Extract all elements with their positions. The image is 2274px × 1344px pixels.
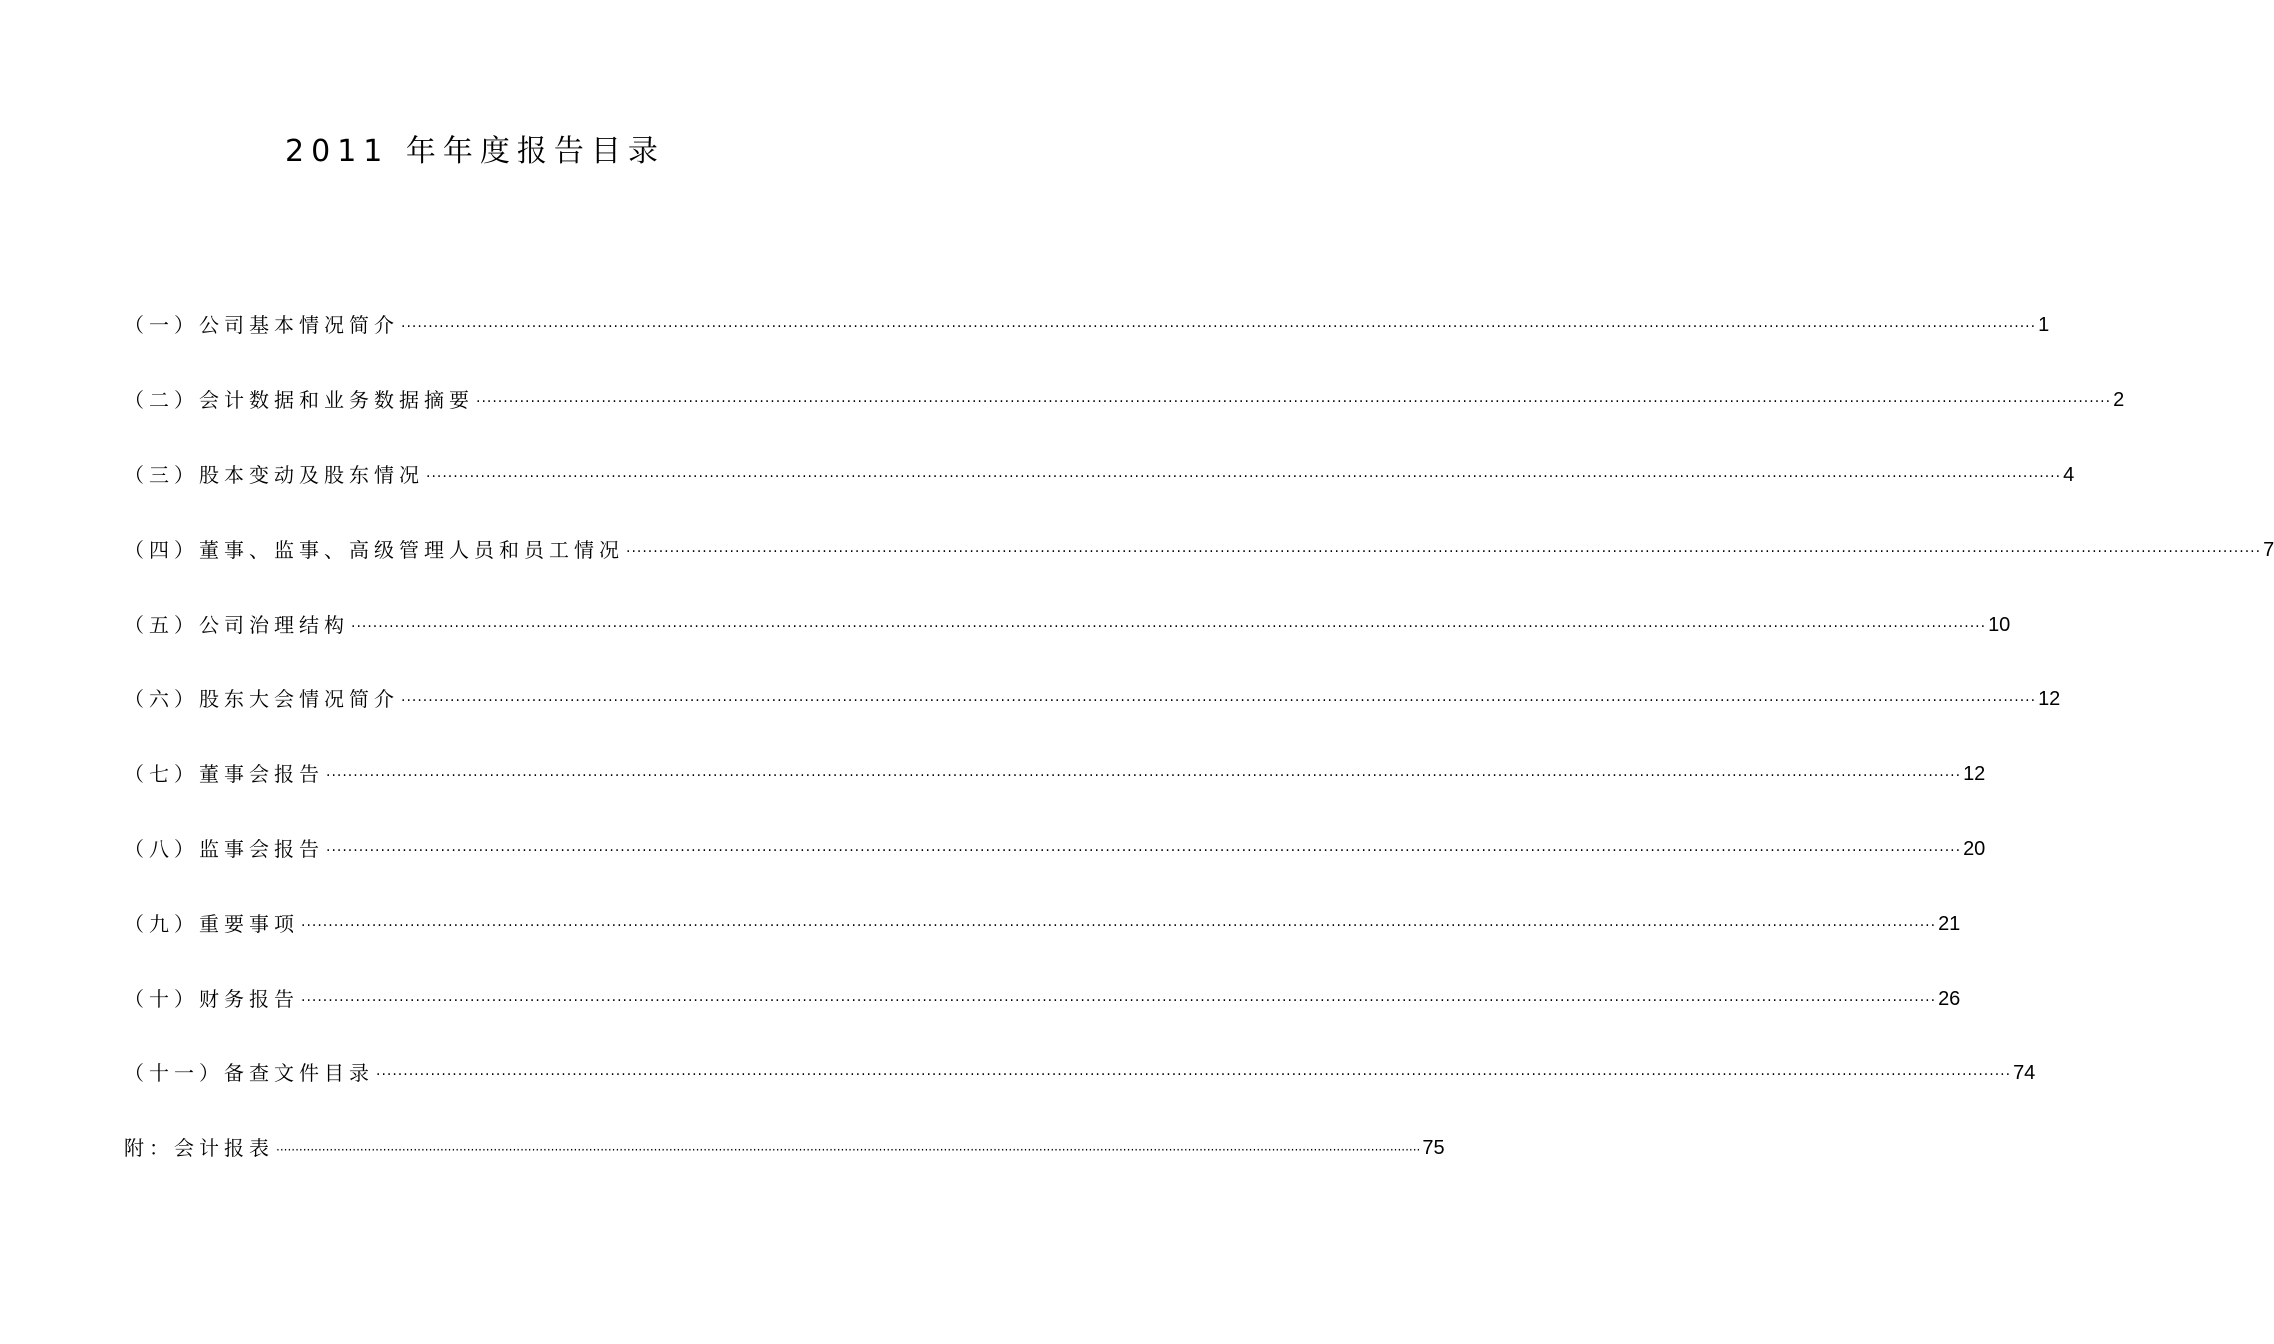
toc-entry-label: （七）董事会报告: [124, 762, 324, 787]
toc-entry-11: [124, 1036, 2036, 1111]
toc-entry-page: 10: [1988, 613, 2011, 636]
toc-entry-page: 4: [2063, 463, 2075, 486]
dot-leader: ············································································································································································································································································································: [301, 992, 1937, 1009]
dot-leader: ············································································································································································································································································································: [476, 394, 2112, 411]
dot-leader: ············································································································································································································································································································: [276, 1143, 1421, 1158]
toc-entry-7: [124, 737, 1986, 812]
toc-entry-6: [124, 662, 2061, 737]
toc-entry-label: （三）股本变动及股东情况: [124, 462, 424, 487]
toc-entry-label: （八）监事会报告: [124, 836, 324, 861]
toc-entry-4: [124, 512, 2274, 587]
toc-entry-label: （六）股东大会情况简介: [124, 687, 399, 712]
toc-entry-page: 1: [2038, 314, 2050, 337]
toc-entry-8: [124, 812, 1986, 887]
dot-leader: ············································································································································································································································································································: [351, 618, 1987, 635]
dot-leader: ············································································································································································································································································································: [326, 842, 1962, 859]
toc-entry-label: （四）董事、监事、高级管理人员和员工情况: [124, 537, 624, 562]
toc-entry-page: 21: [1938, 912, 1961, 935]
toc-entry-3: [124, 438, 2075, 513]
toc-entry-page: 2: [2113, 389, 2125, 412]
toc-entry-page: 20: [1963, 837, 1986, 860]
toc-entry-label: （二）会计数据和业务数据摘要: [124, 388, 474, 413]
toc-entry-page: 12: [1963, 763, 1986, 786]
dot-leader: ············································································································································································································································································································: [326, 768, 1962, 785]
toc-entry-page: 74: [2013, 1062, 2036, 1085]
toc-entry-page: 7: [2263, 538, 2274, 561]
toc-entry-9: [124, 886, 1961, 961]
dot-leader: ············································································································································································································································································································: [301, 917, 1937, 934]
toc-entry-5: [124, 587, 2011, 662]
toc-entry-label: （一）公司基本情况简介: [124, 313, 399, 338]
toc-entry-label: 附：会计报表: [124, 1136, 274, 1161]
toc-entry-label: （五）公司治理结构: [124, 612, 349, 637]
table-of-contents: [124, 288, 2274, 1186]
toc-entry-2: [124, 363, 2125, 438]
dot-leader: ············································································································································································································································································································: [401, 693, 2037, 710]
dot-leader: ············································································································································································································································································································: [626, 543, 2262, 560]
toc-entry-label: （九）重要事项: [124, 911, 299, 936]
dot-leader: ············································································································································································································································································································: [426, 468, 2062, 485]
toc-entry-page: 75: [1422, 1137, 1445, 1160]
toc-entry-12: [124, 1111, 1445, 1186]
page-title: 2011 年年度报告目录: [285, 134, 665, 169]
toc-entry-page: 26: [1938, 987, 1961, 1010]
toc-entry-page: 12: [2038, 688, 2061, 711]
toc-entry-label: （十）财务报告: [124, 986, 299, 1011]
toc-entry-10: [124, 961, 1961, 1036]
toc-entry-label: （十一）备查文件目录: [124, 1061, 374, 1086]
toc-entry-1: [124, 288, 2050, 363]
dot-leader: ············································································································································································································································································································: [376, 1067, 2012, 1084]
dot-leader: ············································································································································································································································································································: [401, 319, 2037, 336]
